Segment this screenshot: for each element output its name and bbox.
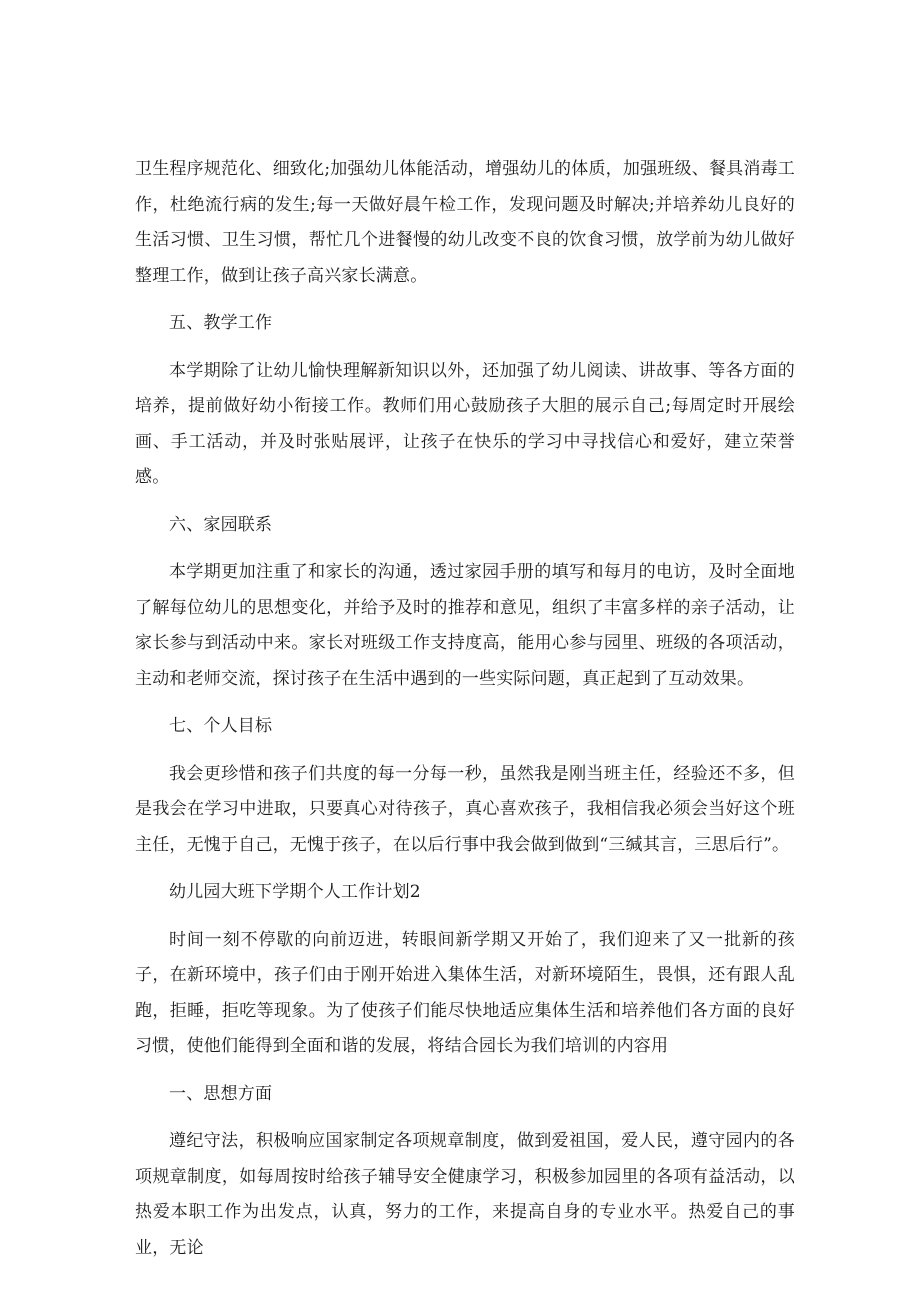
section-heading: 六、家园联系 [169, 514, 273, 535]
document-title: 幼儿园大班下学期个人工作计划2 [169, 882, 421, 902]
body-paragraph: 卫生程序规范化、细致化;加强幼儿体能活动，增强幼儿的体质，加强班级、餐具消毒工作，杜绝流行病的发生;每一天做好晨午检工作，发现问题及时解决;并培养幼儿良好的生活习惯、卫生习惯，帮忙几个进餐慢的幼儿改变不良的饮食习惯，放学前为幼儿做好整理工作，做到让孩子高兴家长满意。 [135, 159, 795, 286]
document-page [135, 152, 795, 1278]
body-paragraph: 本学期更加注重了和家长的沟通，透过家园手册的填写和每月的电访，及时全面地了解每位幼儿的思想变化，并给予及时的推荐和意见，组织了丰富多样的亲子活动，让家长参与到活动中来。家长对班级工作支持度高，能用心参与园里、班级的各项活动，主动和老师交流，探讨孩子在生活中遇到的一些实际问题，真正起到了互动效果。 [135, 562, 795, 689]
body-paragraph: 时间一刻不停歇的向前迈进，转眼间新学期又开始了，我们迎来了又一批新的孩子，在新环境中，孩子们由于刚开始进入集体生活，对新环境陌生，畏惧，还有跟人乱跑，拒睡，拒吃等现象。为了使孩子们能尽快地适应集体生活和培养他们各方面的良好习惯，使他们能得到全面和谐的发展，将结合园长为我们培训的内容用 [135, 929, 795, 1056]
section-heading: 七、个人目标 [169, 716, 273, 736]
body-paragraph: 我会更珍惜和孩子们共度的每一分每一秒，虽然我是刚当班主任，经验还不多，但是我会在学习中进取，只要真心对待孩子，真心喜欢孩子，我相信我必须会当好这个班主任，无愧于自己，无愧于孩子，在以后行事中我会做到做到“三缄其言，三思后行”。 [135, 763, 795, 855]
body-paragraph: 本学期除了让幼儿愉快理解新知识以外，还加强了幼儿阅读、讲故事、等各方面的培养，提前做好幼小衔接工作。教师们用心鼓励孩子大胆的展示自己;每周定时开展绘画、手工活动，并及时张贴展评，让孩子在快乐的学习中寻找信心和爱好，建立荣誉感。 [135, 360, 795, 487]
section-heading: 五、教学工作 [169, 313, 273, 333]
body-paragraph: 遵纪守法，积极响应国家制定各项规章制度，做到爱祖国，爱人民，遵守园内的各项规章制度，如每周按时给孩子辅导安全健康学习，积极参加园里的各项有益活动，以热爱本职工作为出发点，认真，努力的工作，来提高自身的专业水平。热爱自己的事业，无论 [135, 1131, 795, 1258]
section-heading: 一、思想方面 [169, 1083, 273, 1104]
